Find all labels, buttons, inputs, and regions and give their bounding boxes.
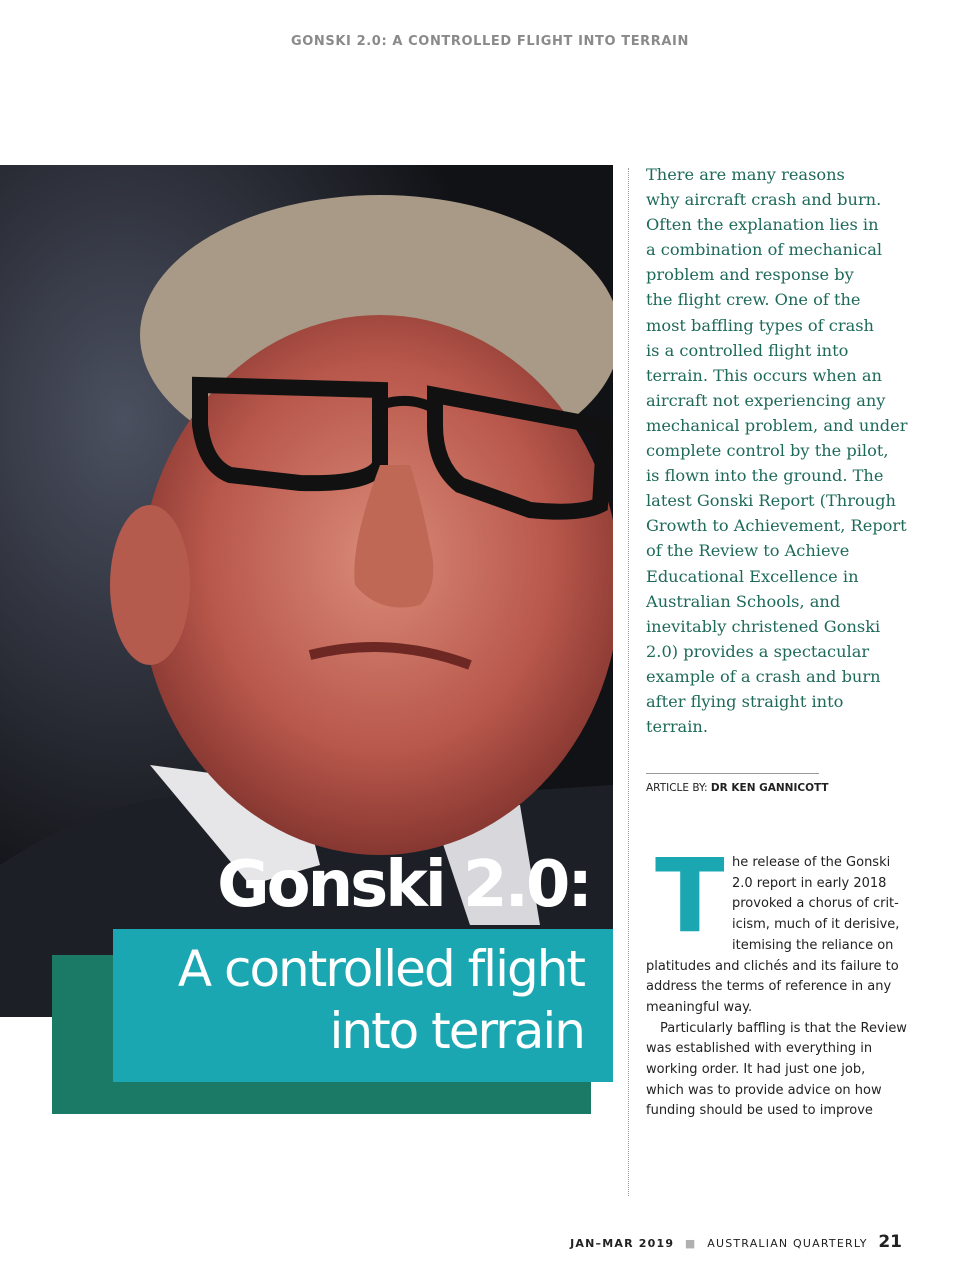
body-line: itemising the reliance on: [732, 937, 894, 953]
page-footer: [570, 1232, 902, 1252]
body-line: funding should be used to improve: [646, 1103, 873, 1119]
intro-line: aircraft not experiencing any: [646, 390, 886, 410]
body-line: address the terms of reference in any: [646, 979, 892, 995]
intro-line: mechanical problem, and under: [646, 415, 908, 435]
intro-line: complete control by the pilot,: [646, 441, 889, 461]
intro-line: a combination of mechanical: [646, 240, 883, 260]
body-line: platitudes and clichés and its failure to: [646, 958, 899, 974]
body-line: was established with everything in: [646, 1041, 873, 1057]
body-text: [646, 853, 906, 1122]
byline-author: DR KEN GANNICOTT: [710, 782, 829, 794]
intro-line: after flying straight into: [646, 691, 844, 711]
body-line: Particularly baffling is that the Review: [660, 1020, 907, 1036]
intro-line: terrain.: [646, 717, 708, 737]
byline: [646, 782, 829, 794]
publication-name: AUSTRALIAN QUARTERLY: [707, 1237, 868, 1250]
page-number: 21: [878, 1232, 902, 1252]
body-line: icism, much of it derisive,: [732, 917, 900, 933]
intro-line: is a controlled flight into: [646, 340, 849, 360]
intro-line: is flown into the ground. The: [646, 466, 884, 486]
intro-paragraph: [646, 162, 946, 739]
intro-line: Growth to Achievement, Report: [646, 516, 907, 536]
intro-line: why aircraft crash and burn.: [646, 190, 882, 210]
intro-line: latest Gonski Report (Through: [646, 491, 896, 511]
intro-line: most baffling types of crash: [646, 315, 874, 335]
byline-prefix: ARTICLE BY:: [646, 782, 708, 794]
intro-line: example of a crash and burn: [646, 666, 881, 686]
intro-line: Australian Schools, and: [646, 591, 841, 611]
intro-line: Educational Excellence in: [646, 566, 859, 586]
intro-line: inevitably christened Gonski: [646, 616, 881, 636]
body-line: which was to provide advice on how: [646, 1082, 882, 1098]
body-line: 2.0 report in early 2018: [732, 875, 887, 891]
intro-line: Often the explanation lies in: [646, 215, 879, 235]
body-line: provoked a chorus of crit-: [732, 896, 899, 912]
issue-date: JAN–MAR 2019: [570, 1237, 675, 1250]
body-line: he release of the Gonski: [732, 855, 891, 870]
running-head: GONSKI 2.0: A CONTROLLED FLIGHT INTO TERRAIN: [291, 34, 689, 49]
drop-cap: T: [655, 837, 725, 956]
intro-line: problem and response by: [646, 265, 854, 285]
subtitle-line: A controlled flight: [177, 940, 584, 998]
intro-line: 2.0) provides a spectacular: [646, 641, 870, 661]
byline-rule: [646, 773, 819, 774]
intro-line: of the Review to Achieve: [646, 541, 850, 561]
footer-separator-icon: ■: [684, 1237, 697, 1250]
intro-line: There are many reasons: [646, 165, 845, 184]
article-subtitle: [120, 938, 584, 1062]
article-title: Gonski 2.0:: [217, 848, 590, 922]
intro-line: the flight crew. One of the: [646, 290, 861, 310]
intro-line: terrain. This occurs when an: [646, 365, 882, 385]
body-line: meaningful way.: [646, 999, 753, 1015]
subtitle-line: into terrain: [329, 1002, 584, 1060]
body-line: working order. It had just one job,: [646, 1062, 866, 1078]
column-divider: [628, 168, 629, 1196]
